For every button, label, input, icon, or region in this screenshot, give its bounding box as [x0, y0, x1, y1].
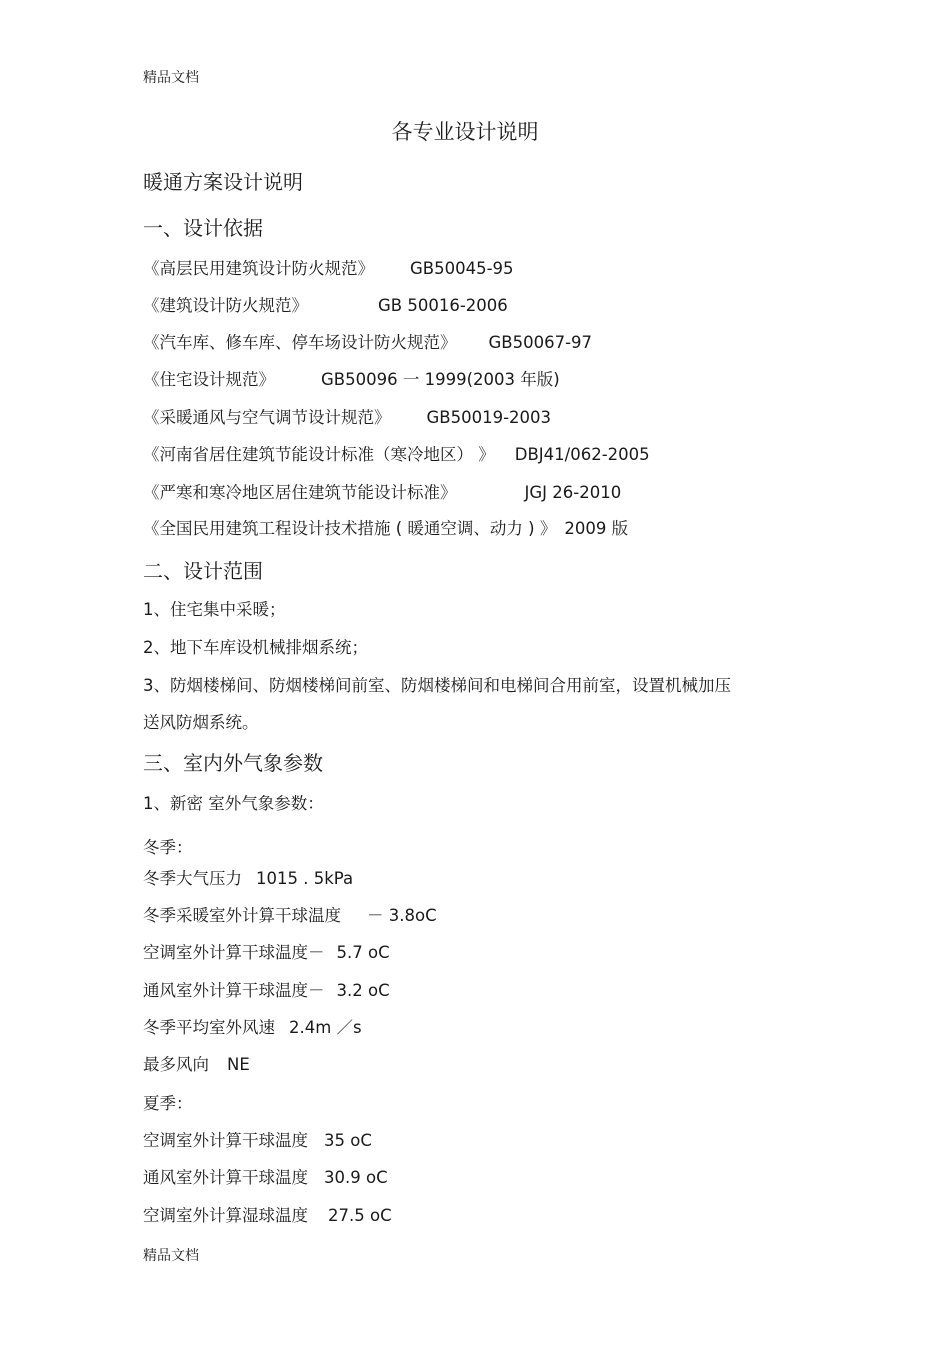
scope-item: 2、地下车库设机械排烟系统； [143, 638, 368, 657]
weather-param [143, 1018, 362, 1038]
param-label: 通风室外计算干球温度 [143, 1168, 308, 1187]
standard-name: 《采暖通风与空气调节设计规范》 [143, 408, 391, 427]
standard-item [143, 483, 621, 503]
weather-param [143, 1206, 392, 1226]
scope-item: 送风防烟系统。 [143, 713, 259, 732]
weather-param [143, 981, 390, 1001]
param-label: 空调室外计算干球温度－ [143, 943, 325, 962]
param-value: 2.4m ／s [289, 1018, 362, 1037]
param-label: 冬季大气压力 [143, 869, 242, 888]
weather-param [143, 943, 390, 963]
scope-item: 1、住宅集中采暖； [143, 600, 286, 619]
page-footer: 精品文档 [143, 1248, 199, 1264]
standard-item [143, 296, 508, 316]
summer-label: 夏季： [143, 1094, 193, 1113]
standard-name: 《河南省居住建筑节能设计标准（寒冷地区） 》 [143, 445, 495, 464]
standard-item [143, 259, 514, 279]
param-label: 空调室外计算干球温度 [143, 1131, 308, 1150]
page-header: 精品文档 [143, 70, 199, 86]
standard-name: 《严寒和寒冷地区居住建筑节能设计标准》 [143, 483, 457, 502]
standard-name: 《汽车库、修车库、停车场设计防火规范》 [143, 333, 457, 352]
param-label: 冬季平均室外风速 [143, 1018, 275, 1037]
standard-code: GB50045-95 [410, 259, 514, 278]
param-label: 冬季采暖室外计算干球温度 [143, 906, 341, 925]
standard-code: DBJ41/062-2005 [514, 445, 650, 464]
section-heading-weather: 三、室内外气象参数 [143, 751, 323, 775]
weather-param [143, 1055, 250, 1075]
param-label: 空调室外计算湿球温度 [143, 1206, 308, 1225]
weather-param [143, 1131, 372, 1151]
param-label: 最多风向 [143, 1055, 209, 1074]
param-value: － 3.8oC [367, 906, 437, 925]
param-value: 35 oC [324, 1131, 372, 1150]
standard-item [143, 333, 592, 353]
standard-code: 2009 版 [564, 519, 629, 538]
param-value: NE [227, 1055, 250, 1074]
standard-name: 《建筑设计防火规范》 [143, 296, 308, 315]
standard-code: GB50067-97 [488, 333, 593, 352]
standard-name: 《高层民用建筑设计防火规范》 [143, 259, 374, 278]
param-label: 通风室外计算干球温度－ [143, 981, 325, 1000]
section-heading-scope: 二、设计范围 [143, 559, 263, 583]
standard-item [143, 370, 560, 390]
standard-code: GB50019-2003 [426, 408, 552, 427]
document-title: 各专业设计说明 [391, 120, 539, 144]
standard-code: GB 50016-2006 [378, 296, 508, 315]
weather-param [143, 1168, 388, 1188]
param-value: 3.2 oC [336, 981, 390, 1000]
weather-param [143, 906, 437, 926]
standard-name: 《全国民用建筑工程设计技术措施 ( 暖通空调、动力 ) 》 [143, 519, 557, 538]
param-value: 27.5 oC [328, 1206, 392, 1225]
param-value: 5.7 oC [336, 943, 390, 962]
standard-code: JGJ 26-2010 [524, 483, 622, 502]
standard-item [143, 408, 551, 428]
scope-item: 3、防烟楼梯间、防烟楼梯间前室、防烟楼梯间和电梯间合用前室，设置机械加压 [143, 676, 731, 695]
winter-label: 冬季： [143, 838, 193, 857]
section-heading-basis: 一、设计依据 [143, 216, 263, 240]
weather-param [143, 869, 353, 889]
param-value: 1015 . 5kPa [256, 869, 354, 888]
standard-item [143, 445, 650, 465]
standard-code: GB50096 一 1999(2003 年版) [321, 370, 560, 389]
standard-name: 《住宅设计规范》 [143, 370, 275, 389]
document-subtitle: 暖通方案设计说明 [143, 170, 303, 194]
standard-item [143, 519, 628, 539]
param-value: 30.9 oC [324, 1168, 388, 1187]
weather-intro: 1、新密 室外气象参数： [143, 794, 324, 813]
